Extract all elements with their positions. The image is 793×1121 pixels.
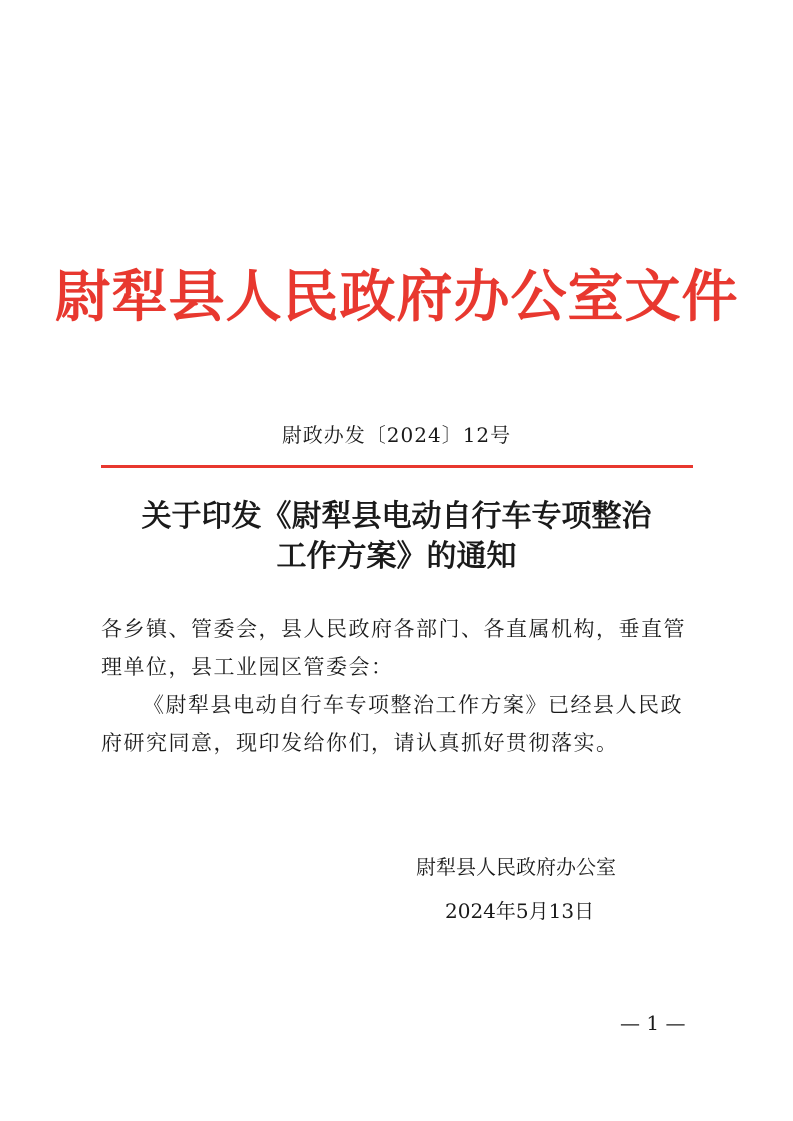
document-number: 尉政办发〔2024〕12号	[281, 423, 512, 447]
issuer-signature: 尉犁县人民政府办公室	[416, 855, 616, 879]
main-paragraph: 《尉犁县电动自行车专项整治工作方案》已经县人民政府研究同意，现印发给你们，请认真抓好贯彻落实。	[101, 693, 683, 755]
notice-title	[0, 497, 793, 577]
notice-title-line-2: 工作方案》的通知	[276, 539, 517, 574]
document-header-title: 尉犁县人民政府办公室文件	[54, 264, 739, 330]
notice-body	[101, 610, 701, 762]
red-divider-line	[101, 465, 693, 468]
notice-title-line-1: 关于印发《尉犁县电动自行车专项整治	[141, 499, 652, 534]
issue-date: 2024年5月13日	[445, 899, 595, 923]
addressee-paragraph: 各乡镇、管委会，县人民政府各部门、各直属机构，垂直管理单位，县工业园区管委会：	[101, 617, 686, 679]
page-number: — 1 —	[620, 1011, 686, 1035]
